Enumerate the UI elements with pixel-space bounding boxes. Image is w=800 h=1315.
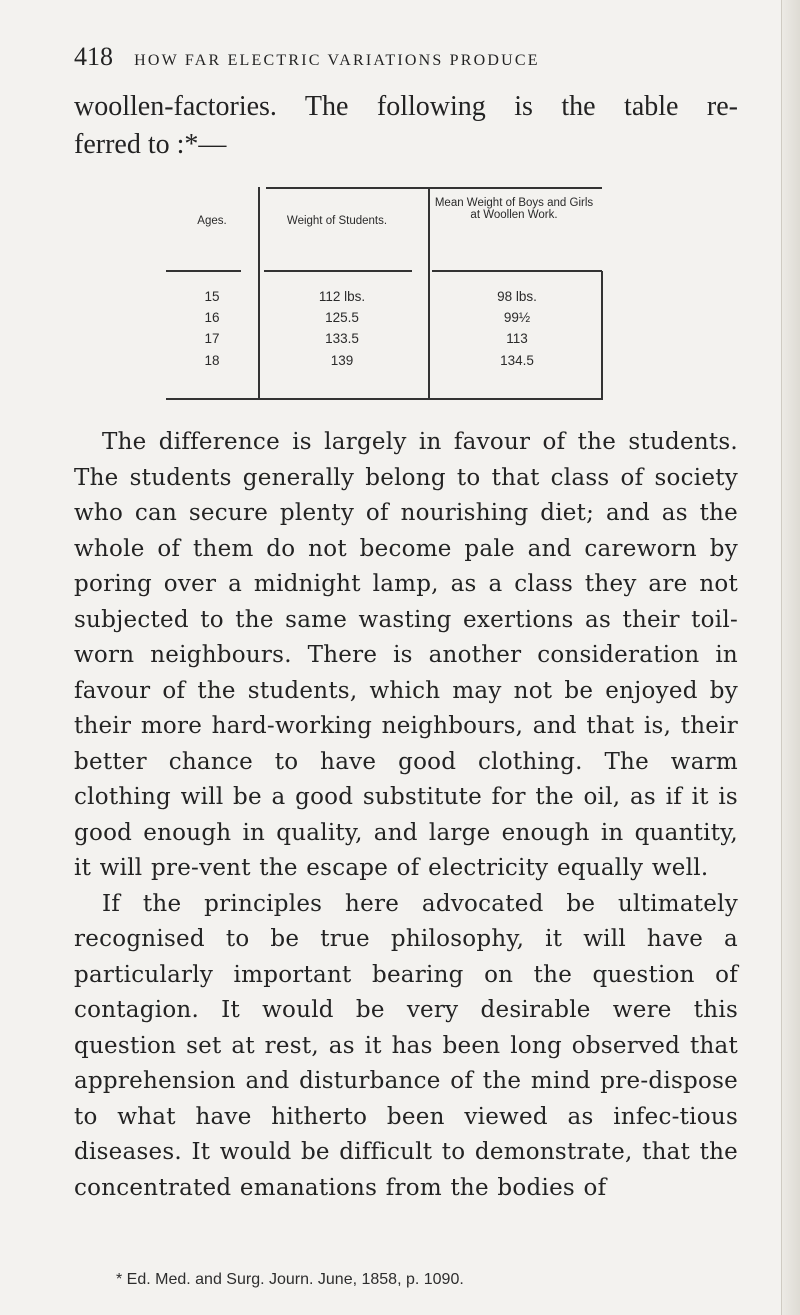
footnote: * Ed. Med. and Surg. Journ. June, 1858, p. 1090.: [116, 1271, 464, 1288]
header-weight-students: Weight of Students.: [286, 215, 388, 227]
running-header: [74, 42, 734, 72]
intro-line-1: woollen-factories. The following is the table re-: [74, 91, 738, 122]
header-mean-weight: Mean Weight of Boys and Girls at Woollen Work.: [434, 197, 594, 221]
column-divider-1: [258, 187, 260, 399]
page-edge: [781, 0, 800, 1315]
row2-students: 125.5: [325, 310, 359, 325]
row3-mean: 113: [506, 331, 528, 346]
column-divider-2: [428, 187, 430, 399]
row4-age: 18: [204, 353, 220, 368]
paragraph-1: The difference is largely in favour of the students. The students generally belong to that class of society who can secure plenty of nourishing diet; and as the whole of them do not become pale and careworn by poring over a midnight lamp, as a class they are not subjected to the same wasting exertions as their toil-worn neighbours. There is another consideration in favour of the students, which may not be enjoyed by their more hard-working neighbours, and that is, their better chance to have good clothing. The warm clothing will be a good substitute for the oil, as if it is good enough in quality, and large enough in quantity, it will pre-vent the escape of electricity equally well.: [74, 429, 738, 881]
row4-students: 139: [330, 353, 354, 368]
page-number: 418: [74, 42, 113, 71]
table-top-rule: [266, 187, 602, 189]
running-title: HOW FAR ELECTRIC VARIATIONS PRODUCE: [134, 52, 540, 69]
header-rule-mean: [432, 270, 602, 272]
table-bottom-rule: [166, 398, 603, 400]
header-rule-ages: [166, 270, 241, 272]
row2-age: 16: [204, 310, 220, 325]
row1-students: 112 lbs.: [318, 289, 366, 304]
header-ages: Ages.: [197, 215, 227, 227]
intro-line-2: ferred to :*—: [74, 129, 227, 160]
row4-mean: 134.5: [500, 353, 534, 368]
row3-students: 133.5: [325, 331, 359, 346]
paragraph-2: If the principles here advocated be ultimately recognised to be true philosophy, it will have a particularly important bearing on the question of contagion. It would be very desirable were this question set at rest, as it has been long observed that apprehension and disturbance of the mind pre-dispose to what have hitherto been viewed as infec-tious diseases. It would be difficult to demonstrate, that the concentrated emanations from the bodies of: [74, 890, 738, 1201]
row2-mean: 99½: [503, 310, 531, 325]
row1-mean: 98 lbs.: [497, 289, 537, 304]
body-text: [74, 425, 738, 1206]
row1-age: 15: [204, 289, 220, 304]
header-rule-weight: [264, 270, 412, 272]
intro-text: [74, 88, 738, 164]
row3-age: 17: [204, 331, 220, 346]
